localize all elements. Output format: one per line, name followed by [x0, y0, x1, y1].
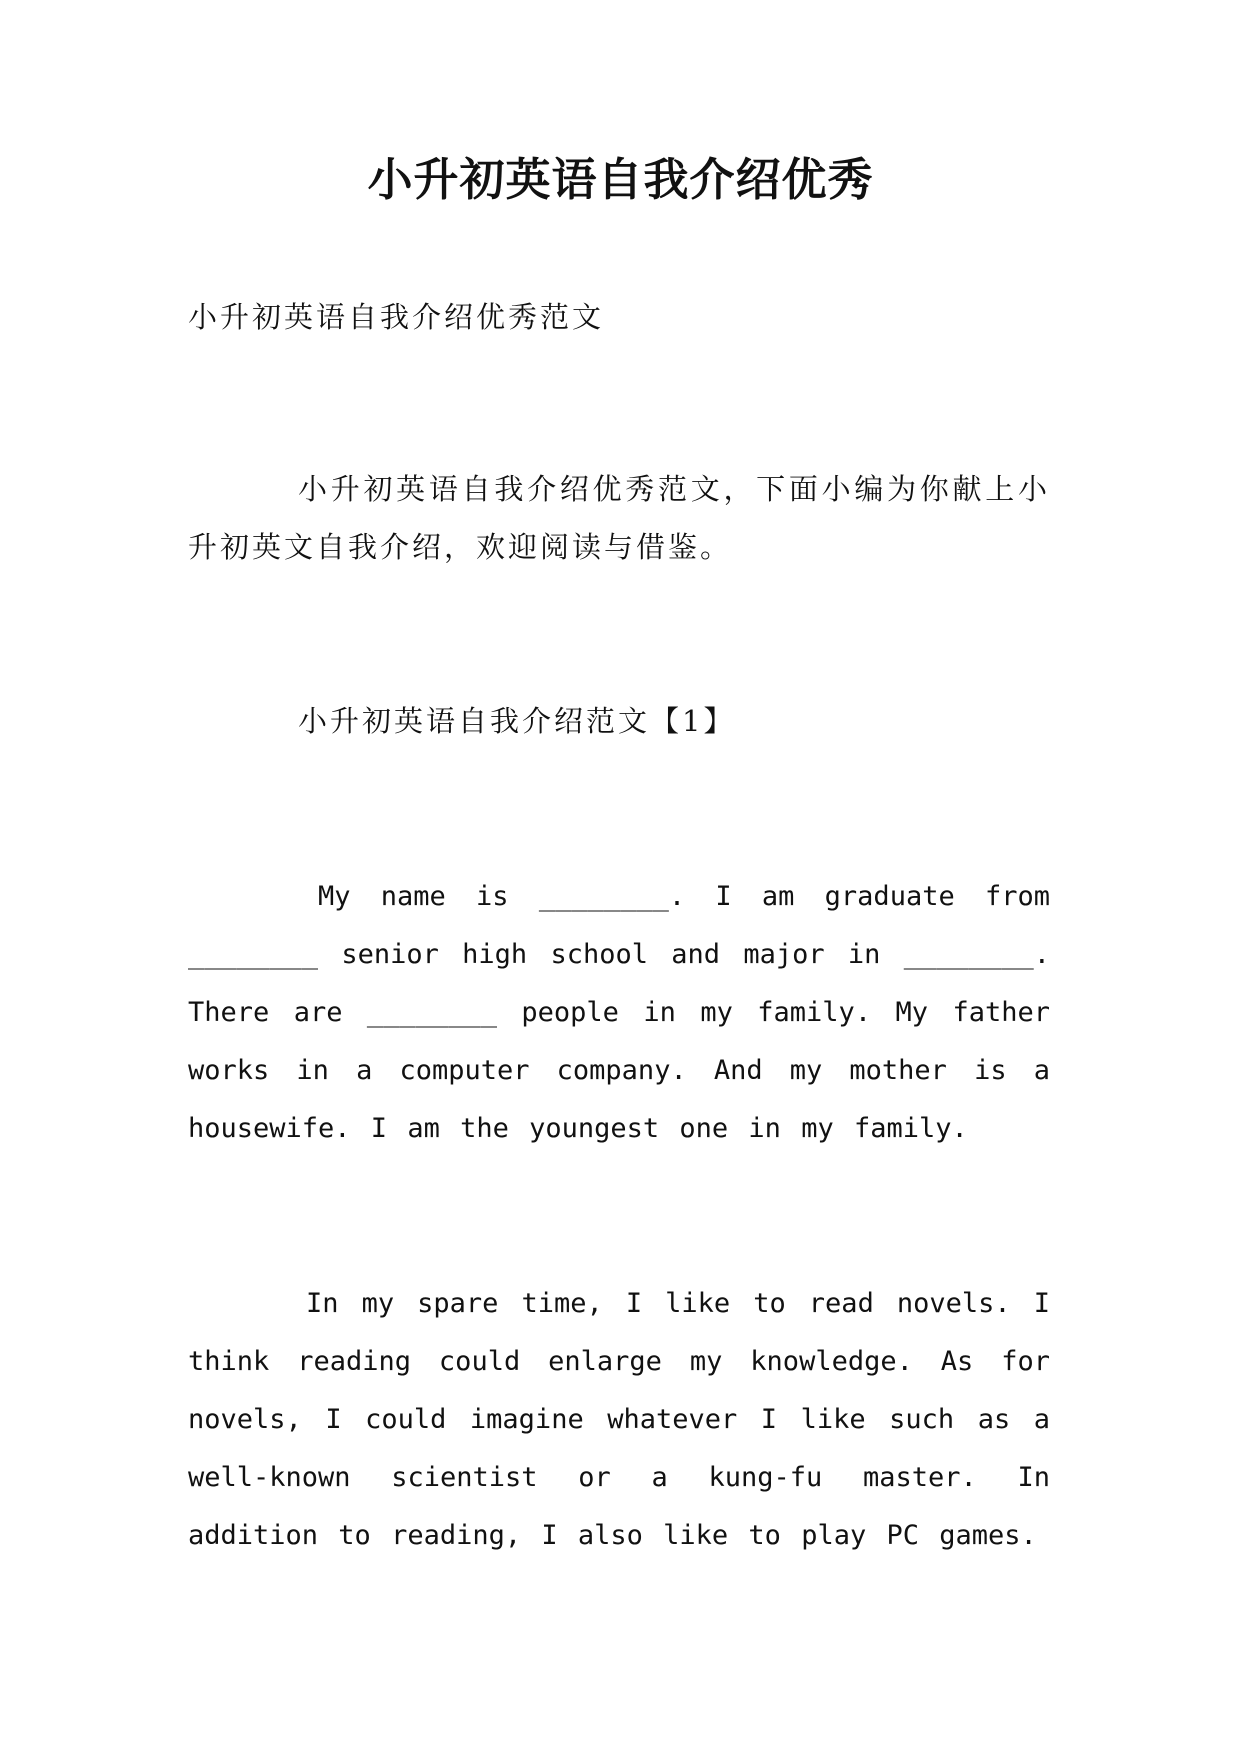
intro-paragraph: 小升初英语自我介绍优秀范文，下面小编为你献上小升初英文自我介绍，欢迎阅读与借鉴。	[188, 472, 1050, 564]
body-paragraph-1: My name is ________. I am graduate from ________ senior high school and major in ________. There are ________ people in my family. My father works in a computer company. And my mother is a housewife. I am the youngest one in my family.	[188, 881, 1050, 1144]
document-title: 小升初英语自我介绍优秀	[367, 153, 874, 206]
document-subtitle: 小升初英语自我介绍优秀范文	[188, 300, 605, 334]
section-heading: 小升初英语自我介绍范文【1】	[298, 704, 736, 738]
body-paragraph-2: In my spare time, I like to read novels. I think reading could enlarge my knowledge. As for novels, I could imagine whatever I like such as a well-known scientist or a kung-fu master. In addition to reading, I also like to play PC games.	[188, 1288, 1050, 1551]
